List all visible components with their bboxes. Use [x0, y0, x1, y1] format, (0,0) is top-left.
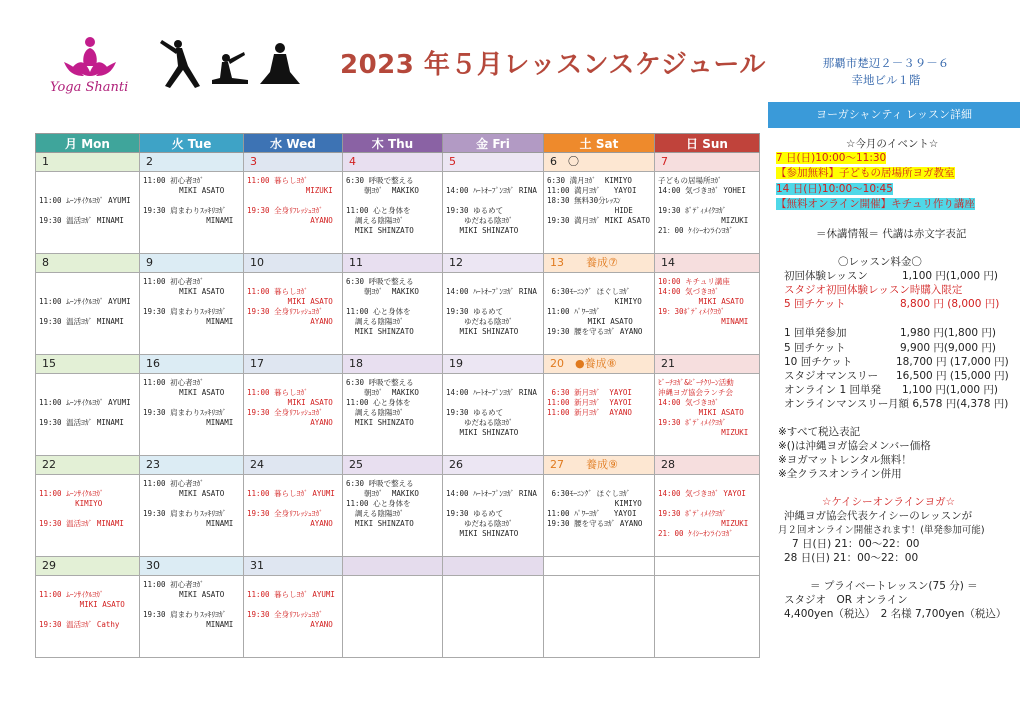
date-number: 8	[42, 256, 49, 269]
lesson-cell: 11:00 ﾑｰﾝｻｲｸﾙﾖｶﾞ MIKI ASATO 19:30 温活ﾖｶﾞ Cathy	[39, 590, 125, 629]
date-number: 2	[146, 155, 153, 168]
date-number: 19	[449, 357, 463, 370]
date-number: 9	[146, 256, 153, 269]
date-row	[36, 254, 760, 273]
date-number: 28	[661, 458, 675, 471]
lesson-cell: 11:00 ﾑｰﾝｻｲｸﾙﾖｶﾞ AYUMI 19:30 温活ﾖｶﾞ MINAMI	[39, 398, 131, 427]
lesson-cell: 14:00 ﾊｰﾄｵｰﾌﾟﾝﾖｶﾞ RINA 19:30 ゆるめて ゆだねる陰ﾖｶﾞ MIKI SHINZATO	[446, 287, 537, 336]
private-line: 4,400yen（税込） 2 名様 7,700yen（税込）	[784, 608, 1007, 620]
date-number: 23	[146, 458, 160, 471]
weekday-header-row	[36, 134, 760, 153]
casey-line: 沖縄ヨガ協会代表ケイシーのレッスンが	[784, 510, 973, 522]
casey-line: 28 日(日) 21：00～22：00	[784, 552, 919, 564]
fee-price: 18,700 円 (17,000 円)	[896, 356, 1009, 368]
fee-name: オンライン 1 回単発	[784, 384, 882, 396]
date-number: 3	[250, 155, 257, 168]
lesson-row	[36, 172, 760, 254]
date-number	[655, 559, 661, 572]
date-number: 18	[349, 357, 363, 370]
event1-name: 【参加無料】子どもの居場所ヨガ教室	[776, 167, 955, 179]
date-number: 4	[349, 155, 356, 168]
lesson-cell: 11:00 暮らしﾖｶﾞ MIKI ASATO 19:30 全身ﾘﾌﾚｯｼｭﾖｶﾞ AYANO	[247, 388, 333, 427]
date-number: 13 養成⑦	[550, 256, 618, 269]
date-number: 29	[42, 559, 56, 572]
lesson-cell: 6:30ﾓｰﾆﾝｸﾞ ほぐしﾖｶﾞ KIMIYO 11:00 ﾊﾟﾜｰﾖｶﾞ MIKI ASATO 19:30 腰を守るﾖｶﾞ AYANO	[547, 287, 643, 336]
date-number: 15	[42, 357, 56, 370]
lesson-row	[36, 374, 760, 456]
fee-name: スタジオ初回体験レッスン時購入限定	[784, 284, 963, 296]
lesson-cell: ﾋﾞｰﾁﾖｶﾞ&ﾋﾞｰﾁｸﾘｰﾝ活動 沖縄ヨガ協会ランチ会 14:00 気づきﾖｶﾞ MIKI ASATO 19:30 ﾎﾞﾃﾞｨﾒｲｸﾖｶﾞ MIZUKI	[658, 378, 749, 437]
casey-line: 月２回オンライン開催されます！(単発参加可能)	[778, 525, 985, 536]
lesson-cell: 10:00 キチュリ講座 14:00 気づきﾖｶﾞ MIKI ASATO 19：30ﾎﾞﾃﾞｨﾒｲｸﾖｶﾞ MINAMI	[658, 277, 749, 326]
date-number: 31	[250, 559, 264, 572]
date-number: 27 養成⑨	[550, 458, 618, 471]
fee-name: 5 回チケット	[784, 298, 846, 310]
lesson-cell: 14:00 ﾊｰﾄｵｰﾌﾟﾝﾖｶﾞ RINA 19:30 ゆるめて ゆだねる陰ﾖｶﾞ MIKI SHINZATO	[446, 388, 537, 437]
lesson-cell: 6:30 呼吸で整える 朝ﾖｶﾞ MAKIKO 11:00 心と身体を 調える陰陽ﾖｶﾞ MIKI SHINZATO	[346, 479, 419, 528]
header-fri: 金 Fri	[443, 134, 544, 153]
fee-name: オンラインマンスリー	[784, 398, 889, 410]
lesson-cell: 子どもの居場所ﾖｶﾞ 14:00 気づきﾖｶﾞ YOHEI 19:30 ﾎﾞﾃﾞｨﾒｲｸﾖｶﾞ MIZUKI 21：00 ｹｲｼｰｵﾝﾗｲﾝﾖｶﾞ	[658, 176, 749, 235]
date-number	[544, 559, 550, 572]
date-number: 21	[661, 357, 675, 370]
lesson-cell	[443, 576, 543, 584]
date-row	[36, 355, 760, 374]
lesson-cell: 6:30 呼吸で整える 朝ﾖｶﾞ MAKIKO 11:00 心と身体を 調える陰陽ﾖｶﾞ MIKI SHINZATO	[346, 277, 419, 336]
fee-price: 8,800 円 (8,000 円)	[900, 298, 1000, 310]
date-number	[443, 559, 449, 572]
casey-title: ☆ケイシーオンラインヨガ☆	[822, 496, 956, 508]
lesson-cell: 11:00 ﾑｰﾝｻｲｸﾙﾖｶﾞ KIMIYO 19:30 温活ﾖｶﾞ MINAMI	[39, 489, 124, 528]
lesson-calendar	[35, 133, 760, 658]
lesson-cell: 11:00 初心者ﾖｶﾞ MIKI ASATO 19:30 肩まわりｽｯｷﾘﾖｶﾞ MINAMI	[143, 580, 234, 629]
date-number	[343, 559, 349, 572]
address-line-2: 幸地ビル１階	[851, 73, 921, 87]
date-row	[36, 153, 760, 172]
address-line-1: 那覇市楚辺２－３９－６	[822, 56, 950, 70]
lesson-cell: 6:30 満月ﾖｶﾞ KIMIYO 11:00 満月ﾖｶﾞ YAYOI 18:30 無料30分ﾚｯｽﾝ HIDE 19:30 満月ﾖｶﾞ MIKI ASATO	[547, 176, 651, 225]
date-number: 22	[42, 458, 56, 471]
note-line: ※ヨガマットレンタル無料！	[778, 454, 912, 466]
lesson-cell: 11:00 ﾑｰﾝｻｲｸﾙﾖｶﾞ AYUMI 19:30 温活ﾖｶﾞ MINAMI	[39, 297, 131, 326]
lesson-cell: 11:00 初心者ﾖｶﾞ MIKI ASATO 19:30 肩まわりｽｯｷﾘﾖｶﾞ MINAMI	[143, 277, 234, 326]
date-row	[36, 456, 760, 475]
date-number: 10	[250, 256, 264, 269]
fee-price: 1,980 円(1,800 円)	[900, 327, 996, 339]
lesson-cell	[655, 576, 759, 584]
lesson-cell: 14:00 ﾊｰﾄｵｰﾌﾟﾝﾖｶﾞ RINA 19:30 ゆるめて ゆだねる陰ﾖｶﾞ MIKI SHINZATO	[446, 489, 537, 538]
private-line: スタジオ OR オンライン	[784, 594, 908, 606]
fee-title: 〇レッスン料金〇	[838, 256, 922, 268]
date-number: 17	[250, 357, 264, 370]
date-number: 11	[349, 256, 363, 269]
fee-price: 9,900 円(9,000 円)	[900, 342, 996, 354]
fee-price: 16,500 円 (15,000 円)	[896, 370, 1009, 382]
lesson-cell	[343, 576, 442, 584]
fee-name: スタジオマンスリー	[784, 370, 879, 382]
date-number: 24	[250, 458, 264, 471]
logo-text: Yoga Shanti	[50, 80, 129, 95]
lesson-cell: 11:00 暮らしﾖｶﾞ MIKI ASATO 19:30 全身ﾘﾌﾚｯｼｭﾖｶﾞ AYANO	[247, 287, 333, 326]
page-title: 2023 年５月レッスンスケジュール	[340, 50, 766, 80]
header-sun: 日 Sun	[655, 134, 760, 153]
fee-name: 5 回チケット	[784, 342, 846, 354]
lesson-row	[36, 475, 760, 557]
date-number: 16	[146, 357, 160, 370]
event-title: ☆今月のイベント☆	[846, 138, 939, 150]
fee-name: 1 回単発参加	[784, 327, 847, 339]
note-line: ※すべて税込表記	[778, 426, 861, 438]
lesson-cell: 14:00 ﾊｰﾄｵｰﾌﾟﾝﾖｶﾞ RINA 19:30 ゆるめて ゆだねる陰ﾖｶﾞ MIKI SHINZATO	[446, 186, 537, 235]
date-number: 7	[661, 155, 668, 168]
studio-address	[812, 55, 960, 89]
lesson-row	[36, 273, 760, 355]
date-number: 12	[449, 256, 463, 269]
lesson-cell: 14:00 気づきﾖｶﾞ YAYOI 19:30 ﾎﾞﾃﾞｨﾒｲｸﾖｶﾞ MIZUKI 21：00 ｹｲｼｰｵﾝﾗｲﾝﾖｶﾞ	[658, 489, 749, 538]
fee-price: 1,100 円(1,000 円)	[902, 384, 998, 396]
date-number: 20 ●養成⑧	[550, 357, 617, 370]
lesson-cell: 11:00 ﾑｰﾝｻｲｸﾙﾖｶﾞ AYUMI 19:30 温活ﾖｶﾞ MINAMI	[39, 196, 131, 225]
lesson-details-header: ヨーガシャンティ レッスン詳細	[768, 102, 1020, 128]
lesson-cell: 11:00 初心者ﾖｶﾞ MIKI ASATO 19:30 肩まわりｽｯｷﾘﾖｶﾞ MINAMI	[143, 378, 234, 427]
header-wed: 水 Wed	[244, 134, 343, 153]
lesson-cell: 11:00 初心者ﾖｶﾞ MIKI ASATO 19:30 肩まわりｽｯｷﾘﾖｶﾞ MINAMI	[143, 176, 234, 225]
date-number: 1	[42, 155, 49, 168]
lesson-cell: 6:30 呼吸で整える 朝ﾖｶﾞ MAKIKO 11:00 心と身体を 調える陰陽ﾖｶﾞ MIKI SHINZATO	[346, 378, 419, 427]
lesson-cell	[544, 576, 654, 584]
date-number: 25	[349, 458, 363, 471]
event2-time: 14 日(日)10:00～10:45	[776, 183, 893, 195]
header-tue: 火 Tue	[140, 134, 244, 153]
date-number: 6 〇	[550, 155, 579, 168]
yoga-pose-silhouettes-icon	[148, 36, 313, 90]
date-number: 30	[146, 559, 160, 572]
note-line: ※()は沖縄ヨガ協会メンバー価格	[778, 440, 931, 452]
fee-name: 初回体験レッスン	[784, 270, 868, 282]
private-title: ＝ プライベートレッスン(75 分) ＝	[810, 580, 978, 592]
closed-info: ＝休講情報＝ 代講は赤文字表記	[816, 228, 967, 240]
lesson-cell: 11:00 暮らしﾖｶﾞ MIZUKI 19:30 全身ﾘﾌﾚｯｼｭﾖｶﾞ AYANO	[247, 176, 333, 225]
fee-price: 月額 6,578 円(4,378 円)	[888, 398, 1009, 410]
lesson-cell: 11:00 暮らしﾖｶﾞ AYUMI 19:30 全身ﾘﾌﾚｯｼｭﾖｶﾞ AYANO	[247, 489, 335, 528]
lesson-cell: 11:00 暮らしﾖｶﾞ AYUMI 19:30 全身ﾘﾌﾚｯｼｭﾖｶﾞ AYANO	[247, 590, 335, 629]
event2-name: 【無料オンライン開催】キチュリ作り講座	[776, 198, 975, 210]
lesson-cell: 6:30ﾓｰﾆﾝｸﾞ ほぐしﾖｶﾞ KIMIYO 11:00 ﾊﾟﾜｰﾖｶﾞ YAYOI 19:30 腰を守るﾖｶﾞ AYANO	[547, 489, 643, 528]
note-line: ※全クラスオンライン併用	[778, 468, 902, 480]
lesson-cell: 6:30 呼吸で整える 朝ﾖｶﾞ MAKIKO 11:00 心と身体を 調える陰陽ﾖｶﾞ MIKI SHINZATO	[346, 176, 419, 235]
lesson-cell: 6:30 新月ﾖｶﾞ YAYOI 11:00 新月ﾖｶﾞ YAYOI 11:00 新月ﾖｶﾞ AYANO	[547, 388, 632, 417]
event1-time: 7 日(日)10:00～11:30	[776, 152, 887, 164]
header-mon: 月 Mon	[36, 134, 140, 153]
date-row	[36, 557, 760, 576]
date-number: 5	[449, 155, 456, 168]
date-number: 26	[449, 458, 463, 471]
casey-line: 7 日(日) 21：00～22：00	[792, 538, 920, 550]
lesson-cell: 11:00 初心者ﾖｶﾞ MIKI ASATO 19:30 肩まわりｽｯｷﾘﾖｶﾞ MINAMI	[143, 479, 234, 528]
date-number: 14	[661, 256, 675, 269]
fee-price: 1,100 円(1,000 円)	[902, 270, 998, 282]
header-thu: 木 Thu	[343, 134, 443, 153]
fee-name: 10 回チケット	[784, 356, 853, 368]
header-sat: 土 Sat	[544, 134, 655, 153]
lesson-row	[36, 576, 760, 658]
